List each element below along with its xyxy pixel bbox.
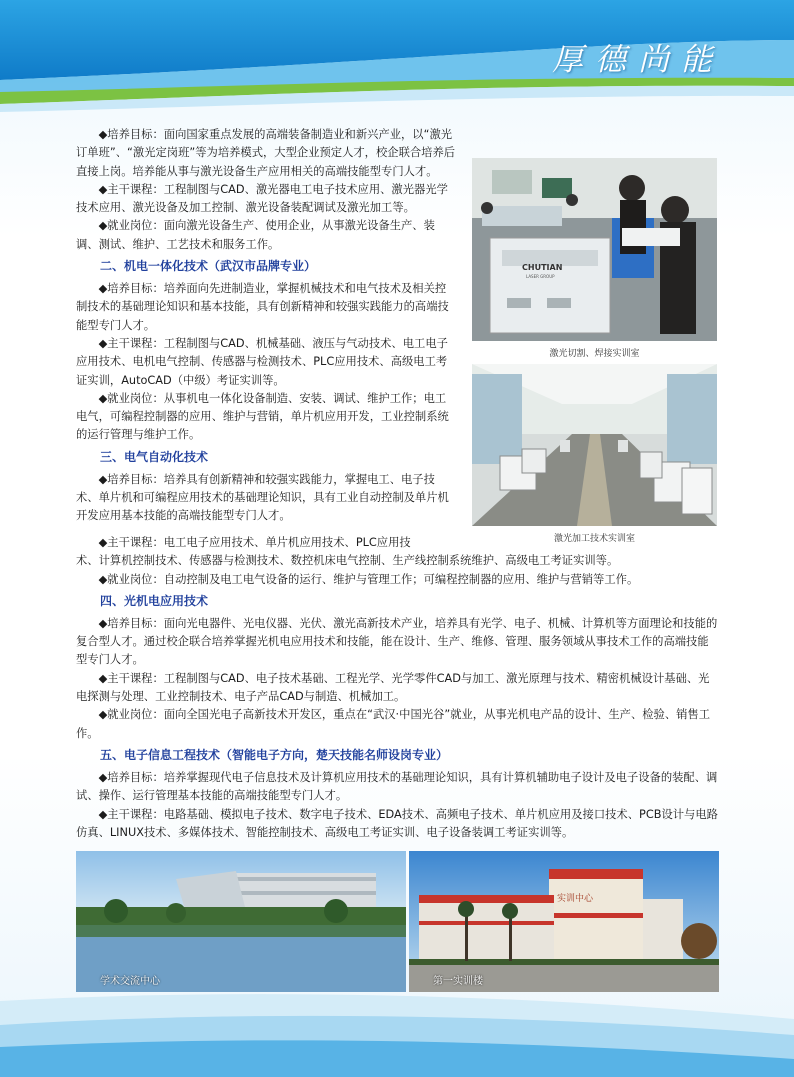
electronics-courses: ◆主干课程：电路基础、模拟电子技术、数字电子技术、EDA技术、高频电子技术、单片机应用及接口技术、PCB设计与电路仿真、LINUX技术、多媒体技术、智能控制技术、高级电工考证实训、电子设备装调工考证实训等。 — [76, 807, 718, 839]
automation-jobs: ◆就业岗位：自动控制及电工电气设备的运行、维护与管理工作；可编程控制器的应用、维护与营销等工作。 — [98, 572, 639, 586]
mechatronics-courses: ◆主干课程：工程制图与CAD、机械基础、液压与气动技术、电工电子应用技术、电机电气控制、传感器与检测技术、PLC应用技术、高级电工考证实训，AutoCAD（中级）考证实训等。 — [76, 336, 448, 387]
optomech-heading: 四、光机电应用技术 — [100, 593, 209, 608]
footer-wave — [0, 985, 794, 1077]
laser-lab-photo — [472, 158, 717, 341]
processing-lab-caption: 激光加工技术实训室 — [553, 534, 635, 544]
machine-brand: CHUTIAN — [522, 263, 563, 272]
laser-section — [76, 126, 457, 526]
building-sign: 实训中心 — [557, 894, 594, 904]
processing-lab-illustration — [472, 364, 717, 526]
laser-courses: ◆主干课程：工程制图与CAD、激光器电工电子技术应用、激光器光学技术应用、激光设备及加工控制、激光设备装配调试及激光加工等。 — [76, 182, 448, 215]
laser-lab-illustration — [472, 158, 717, 341]
machine-brand-sub: LASER GROUP — [526, 274, 555, 279]
exchange-center-caption: 学术交流中心 — [100, 976, 160, 987]
optomech-courses: ◆主干课程：工程制图与CAD、电子技术基础、工程光学、光学零件CAD与加工、激光原理与技术、精密机械设计基础、光电探测与处理、工业控制技术、电子产品CAD与制造、机械加工。 — [76, 671, 710, 704]
laser-jobs: ◆就业岗位：面向激光设备生产、使用企业，从事激光设备生产、装调、测试、维护、工艺技术和服务工作。 — [76, 219, 435, 251]
laser-lab-caption: 激光切割、焊接实训室 — [549, 349, 640, 359]
training-building-photo — [409, 851, 719, 992]
laser-goal: ◆培养目标：面向国家重点发展的高端装备制造业和新兴产业，以“激光订单班”、“激光定岗班”等为培养模式，大型企业预定人才，校企联合培养后直接上岗。培养能从事与激光设备生产应用相关的高端技能型专门人才。 — [76, 128, 456, 178]
automation-heading: 三、电气自动化技术 — [100, 449, 209, 464]
exchange-center-illustration — [76, 851, 406, 992]
full-width-text — [76, 534, 718, 842]
exchange-center-photo — [76, 851, 406, 992]
mechatronics-heading: 二、机电一体化技术（武汉市品牌专业） — [100, 259, 317, 274]
optomech-goal: ◆培养目标：面向光电器件、光电仪器、光伏、激光高新技术产业，培养具有光学、电子、机械、计算机等方面理论和技能的复合型人才。通过校企联合培养掌握光机电应用技术和技能，能在设计、生产、维修、管理、服务领域从事技术工作的高端技能型专门人才。 — [76, 616, 718, 667]
training-building-caption: 第一实训楼 — [433, 976, 483, 987]
training-building-illustration — [409, 851, 719, 992]
electronics-goal: ◆培养目标：培养掌握现代电子信息技术及计算机应用技术的基础理论知识，具有计算机辅助电子设计及电子设备的装配、调试、操作、运行管理基本技能的高端技能型专门人才。 — [76, 770, 718, 803]
optomech-jobs: ◆就业岗位：面向全国光电子高新技术开发区，重点在“武汉·中国光谷”就业，从事光机电产品的设计、生产、检验、销售工作。 — [76, 708, 711, 740]
slogan: 厚德尚能 — [552, 42, 724, 78]
automation-courses-line2: 术、计算机控制技术、传感器与检测技术、数控机床电气控制、生产线控制系统维护、高级电工考证实训等。 — [76, 554, 619, 568]
mechatronics-goal: ◆培养目标：培养面向先进制造业，掌握机械技术和电气技术及相关控制技术的基础理论知识和基本技能，具有创新精神和较强实践能力的高端技能型专门人才。 — [76, 282, 449, 332]
mechatronics-jobs: ◆就业岗位：从事机电一体化设备制造、安装、调试、维护工作；电工电气，可编程控制器的应用、维护与营销，单片机应用开发，工业控制系统的运行管理与维护工作。 — [76, 391, 449, 442]
processing-lab-photo — [472, 364, 717, 526]
automation-goal: ◆培养目标：培养具有创新精神和较强实践能力，掌握电工、电子技术、单片机和可编程应用技术的基础理论知识，具有工业自动控制及单片机开发应用基本技能的高端技能型专门人才。 — [76, 472, 449, 523]
electronics-heading: 五、电子信息工程技术（智能电子方向，楚天技能名师设岗专业） — [100, 747, 449, 762]
automation-courses-line1: ◆主干课程：电工电子应用技术、单片机应用技术、PLC应用技 — [98, 536, 411, 549]
